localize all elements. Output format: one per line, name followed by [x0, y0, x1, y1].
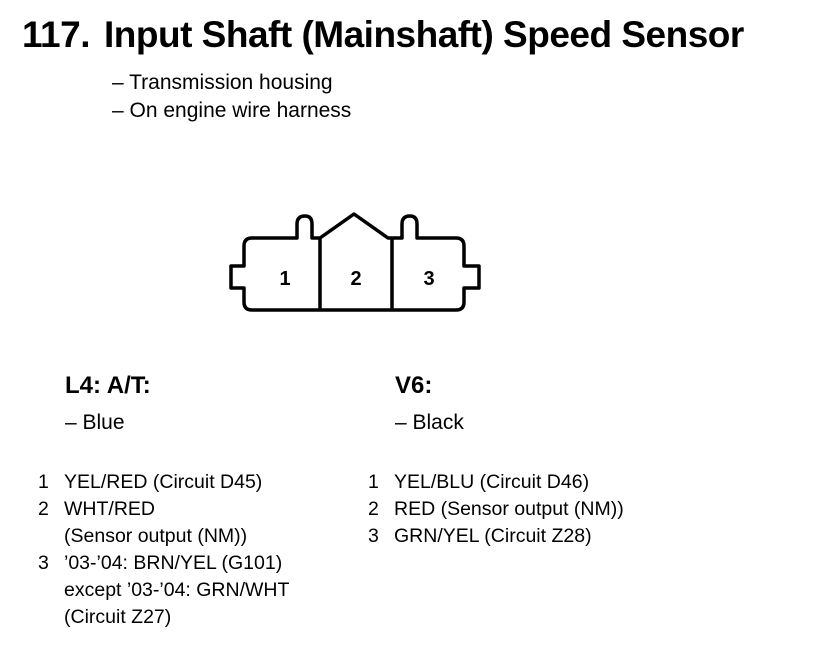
pin-number: 2 [38, 498, 49, 520]
pin-row [38, 496, 289, 550]
pin-description: WHT/RED (Sensor output (NM)) [64, 498, 248, 547]
location-note: – On engine wire harness [112, 99, 352, 122]
section-number: 117. [22, 14, 90, 55]
terminal-3-label: 3 [423, 268, 435, 290]
pin-list [38, 469, 289, 631]
pin-description: RED (Sensor output (NM)) [394, 498, 624, 520]
connector-housing [231, 214, 479, 310]
pin-row [368, 469, 624, 496]
variant-heading: L4: A/T: [65, 372, 151, 399]
location-notes [112, 69, 351, 125]
pin-number: 3 [38, 552, 49, 574]
connector-color: – Blue [65, 411, 125, 434]
pin-description: YEL/RED (Circuit D45) [64, 471, 263, 493]
variant-l4-at [38, 372, 289, 631]
connector-color: – Black [395, 411, 464, 434]
pin-description: GRN/YEL (Circuit Z28) [394, 525, 592, 547]
pin-row [38, 469, 289, 496]
terminal-2-label: 2 [350, 268, 362, 290]
pin-number: 2 [368, 498, 379, 520]
location-note: – Transmission housing [112, 71, 333, 94]
section-title: Input Shaft (Mainshaft) Speed Sensor [103, 14, 744, 55]
pin-number: 1 [38, 471, 49, 493]
page-title [22, 14, 744, 56]
pin-description: ’03-’04: BRN/YEL (G101) except ’03-’04: GRN/WHT (Circuit Z27) [64, 552, 290, 628]
pin-number: 3 [368, 525, 379, 547]
pin-row [368, 523, 624, 550]
pin-list [368, 469, 624, 550]
pin-description: YEL/BLU (Circuit D46) [394, 471, 590, 493]
terminal-1-label: 1 [279, 268, 291, 290]
pin-number: 1 [368, 471, 379, 493]
variant-heading: V6: [395, 372, 433, 399]
variant-v6 [368, 372, 624, 550]
connector-diagram [222, 202, 492, 320]
pin-row [38, 550, 289, 631]
pin-row [368, 496, 624, 523]
